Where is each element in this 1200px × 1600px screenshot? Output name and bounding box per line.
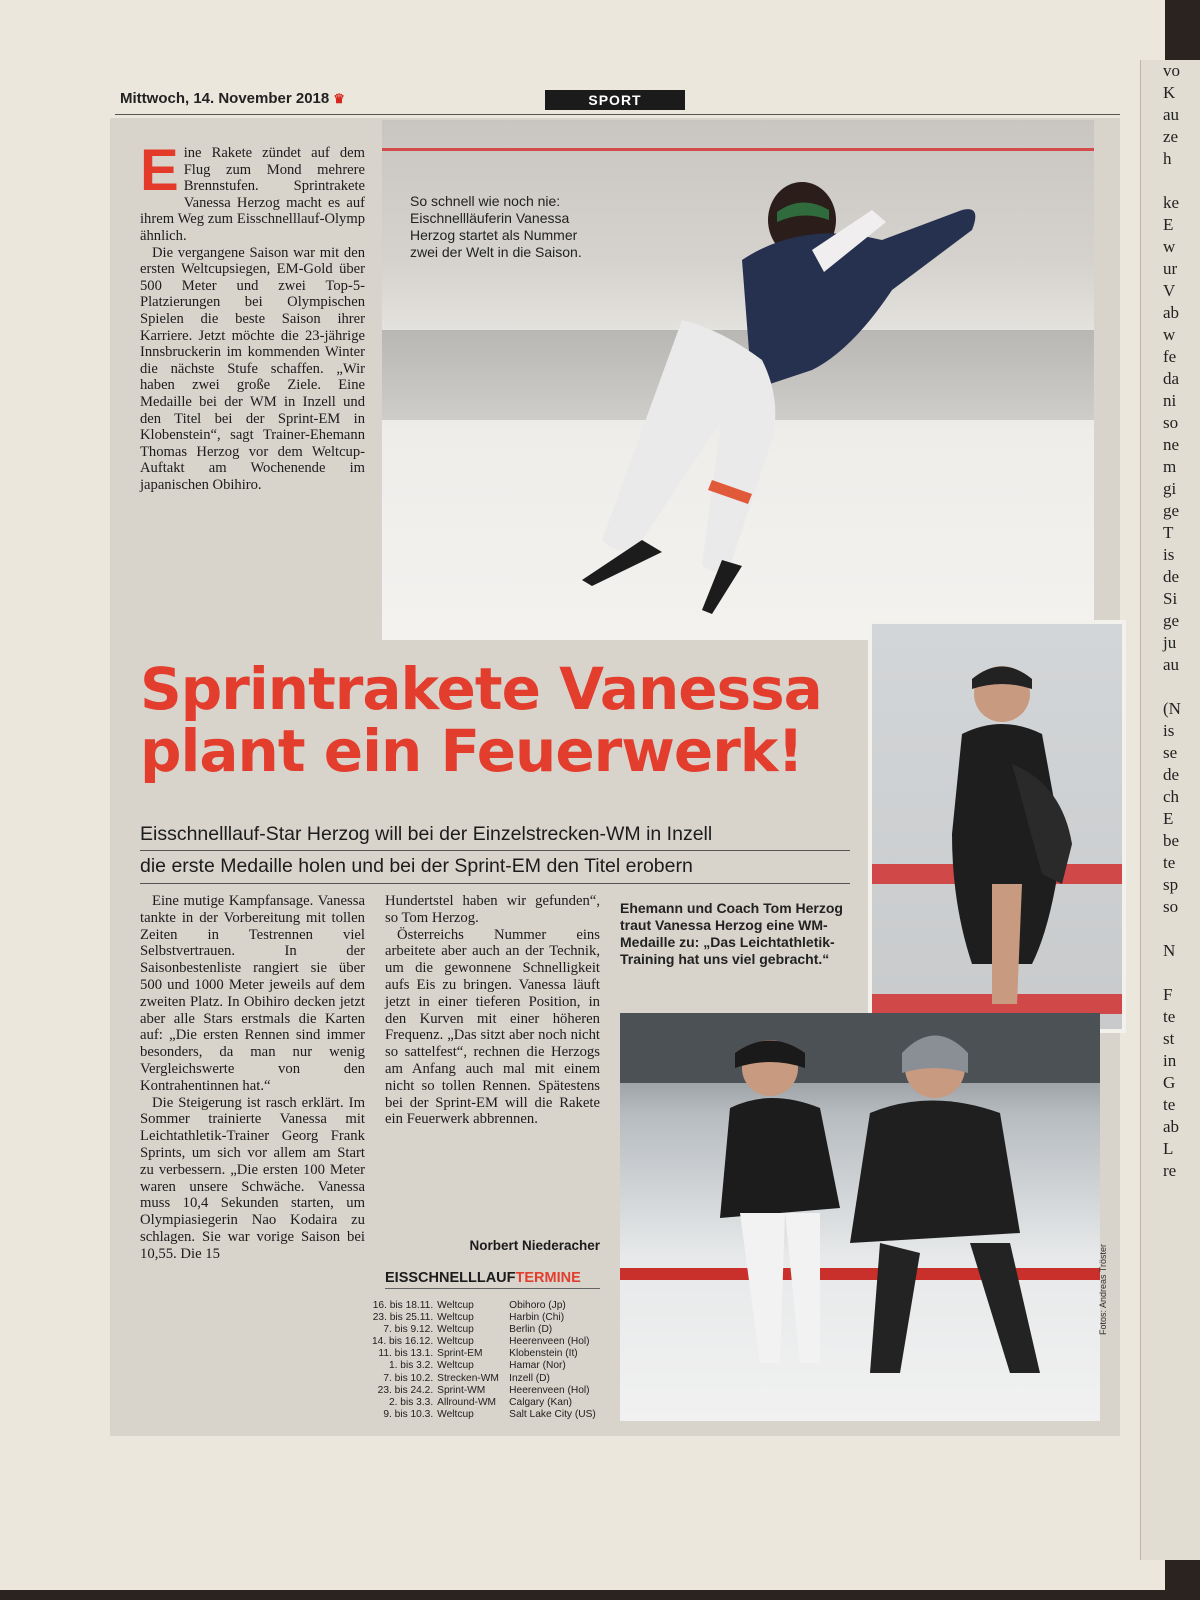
schedule-title-part2: TERMINE [515, 1270, 581, 1286]
date-text: Mittwoch, 14. November 2018 [120, 90, 330, 107]
adjacent-page-fragment: so [1163, 413, 1179, 432]
schedule-date: 11. bis 13.1. [378, 1348, 434, 1360]
schedule-event: Weltcup [437, 1360, 474, 1372]
schedule-event: Strecken-WM [437, 1372, 499, 1384]
schedule-place: Berlin (D) [509, 1324, 553, 1336]
adjacent-page-fragment: Si [1163, 589, 1178, 608]
adjacent-page-fragment: w [1163, 237, 1176, 256]
schedule-event: Allround-WM [437, 1396, 497, 1408]
photo-credit: Fotos: Andreas Tröster [1098, 1243, 1108, 1335]
schedule-date: 16. bis 18.11. [372, 1300, 434, 1311]
body-paragraph: Österreichs Nummer eins arbeitete aber auch an der Technik, um die gewonnene Schnelligkeit aufs Eis zu bringen. Vanessa läuft jetzt in einer tieferen Position, in den Kurven mit einer höheren Frequenz. „Das sitzt aber noch nicht so sattelfest“, rechnen die Herzogs am Anfang auch mal mit einem nicht so tollen Rennen. Spätestens bei der Sprint-EM will die Rakete ein Feuerwerk abbrennen. [385, 926, 600, 1128]
adjacent-page-fragment: ne [1163, 435, 1180, 454]
adjacent-page-fragment: au [1163, 105, 1180, 124]
subheadline-line-2: die erste Medaille holen und bei der Sprint-EM den Titel erobern [140, 855, 850, 884]
headline-line-1: Sprintrakete Vanessa [140, 655, 822, 723]
schedule-row [370, 1385, 602, 1397]
section-label: SPORT [545, 90, 685, 110]
schedule-event: Weltcup [437, 1336, 474, 1348]
adjacent-page-fragment: T [1163, 523, 1174, 542]
intro-paragraph-1 [140, 138, 365, 245]
schedule-date: 14. bis 16.12. [372, 1336, 434, 1348]
intro-text [140, 138, 365, 493]
athlete-and-coach-figure [620, 1013, 1100, 1421]
adjacent-page-fragment: ju [1163, 633, 1177, 652]
adjacent-page-fragment: ke [1163, 193, 1180, 212]
schedule-row [370, 1348, 602, 1360]
schedule-place: Salt Lake City (US) [509, 1408, 596, 1420]
schedule-title [385, 1270, 600, 1289]
adjacent-page-fragment: re [1163, 1161, 1177, 1180]
schedule-row [370, 1360, 602, 1372]
schedule-date: 23. bis 24.2. [377, 1384, 434, 1396]
adjacent-page-fragment: F [1163, 985, 1173, 1004]
author-byline: Norbert Niederacher [469, 1238, 600, 1253]
adjacent-page-fragment: so [1163, 897, 1179, 916]
adjacent-page-fragment: fe [1163, 347, 1177, 366]
adjacent-page-fragment: K [1163, 83, 1176, 102]
adjacent-page-fragment: E [1163, 809, 1174, 828]
adjacent-page-fragment: m [1163, 457, 1177, 476]
skating-photo-caption: So schnell wie noch nie: Eischnellläuferin Vanessa Herzog startet als Nummer zwei der Welt in die Saison. [410, 193, 582, 260]
adjacent-page-fragment: be [1163, 831, 1180, 850]
schedule-event: Weltcup [437, 1300, 474, 1311]
schedule-title-part1: EISSCHNELLLAUF [385, 1270, 516, 1286]
training-photo [868, 620, 1126, 1033]
adjacent-page-fragment: w [1163, 325, 1176, 344]
schedule-row [370, 1300, 602, 1312]
adjacent-page-edge [1140, 60, 1200, 1560]
schedule-row [370, 1324, 602, 1336]
schedule-place: Harbin (Chi) [509, 1312, 565, 1324]
schedule-date: 23. bis 25.11. [372, 1312, 434, 1324]
adjacent-page-fragment: au [1163, 655, 1180, 674]
schedule-event: Weltcup [437, 1324, 474, 1336]
headline [140, 655, 860, 785]
body-paragraph: Hundertstel haben wir gefunden“, so Tom Herzog. [385, 893, 600, 926]
adjacent-page-fragment: st [1163, 1029, 1175, 1048]
body-column-2 [385, 893, 600, 1128]
adjacent-page-fragment: de [1163, 567, 1180, 586]
athlete-training-figure [872, 624, 1122, 1029]
bench-photo [620, 1013, 1100, 1421]
adjacent-page-fragment: ze [1163, 127, 1179, 146]
schedule-place: Obihoro (Jp) [509, 1300, 566, 1311]
adjacent-page-fragment: ch [1163, 787, 1180, 806]
adjacent-page-fragment: ab [1163, 1117, 1180, 1136]
adjacent-page-fragment: da [1163, 369, 1180, 388]
schedule-event: Weltcup [437, 1312, 474, 1324]
schedule-date: 1. bis 3.2. [388, 1360, 434, 1372]
adjacent-page-fragment: L [1163, 1139, 1174, 1158]
adjacent-page-fragment: G [1163, 1073, 1176, 1092]
schedule-row [370, 1336, 602, 1348]
adjacent-page-fragment: gi [1163, 479, 1177, 498]
schedule-row [370, 1409, 602, 1421]
adjacent-page-fragment: (N [1163, 699, 1181, 718]
header-rule [115, 114, 1120, 115]
schedule-date: 2. bis 3.3. [388, 1396, 434, 1408]
adjacent-page-fragment: ur [1163, 259, 1178, 278]
adjacent-page-fragment: te [1163, 1095, 1176, 1114]
adjacent-page-fragment [1163, 676, 1200, 698]
intro-paragraph-2: Die vergangene Saison war mit den ersten Weltcupsiegen, EM-Gold über 500 Meter und zwei Top-5-Platzierungen bei Olympischen Spielen die beste Saison ihrer Karriere. Jetzt möchte die 23-jährige Innsbruckerin im kommenden Winter die nächste Stufe schaffen. „Wir haben zwei große Ziele. Eine Medaille bei der WM in Inzell und den Titel bei der Sprint-EM in Klobenstein“, sagt Trainer-Ehemann Thomas Herzog vor dem Weltcup-Auftakt am Wochenende im japanischen Obihiro. [140, 244, 365, 493]
schedule-date: 7. bis 9.12. [383, 1324, 434, 1336]
crown-icon: ♛ [333, 91, 345, 106]
adjacent-page-fragment: te [1163, 1007, 1176, 1026]
schedule-table [370, 1300, 602, 1421]
adjacent-page-fragment [1163, 962, 1200, 984]
body-paragraph: Die Steigerung ist rasch erklärt. Im Sommer trainierte Vanessa mit Leichtathletik-Trainer Georg Frank Sprints, um sich vor allem am Start zu verbessern. „Die ersten 100 Meter waren unsere Schwäche. Vanessa muss 10,4 Sekunden starten, um Olympiasiegerin Nao Kodaira zu schlagen. Sie war vorige Saison bei 10,55. Die 15 [140, 1094, 365, 1262]
adjacent-page-fragment: in [1163, 1051, 1177, 1070]
adjacent-page-fragment: vo [1163, 61, 1180, 80]
adjacent-page-fragment: ab [1163, 303, 1180, 322]
intro-paragraph-1-text: ine Rakete zündet auf dem Flug zum Mond mehrere Brennstufen. Sprintrakete Vanessa Herzog macht es auf ihrem Weg zum Eisschnelllauf-Olymp ähnlich. [140, 145, 365, 244]
schedule-place: Heerenveen (Hol) [509, 1384, 590, 1396]
body-column-1 [140, 893, 365, 1263]
adjacent-page-fragment: ge [1163, 501, 1180, 520]
adjacent-page-fragment: de [1163, 765, 1180, 784]
adjacent-page-fragment: is [1163, 545, 1175, 564]
headline-line-2: plant ein Feuerwerk! [140, 717, 803, 785]
adjacent-page-fragment: se [1163, 743, 1178, 762]
schedule-place: Calgary (Kan) [509, 1396, 573, 1408]
adjacent-page-fragment: is [1163, 721, 1175, 740]
adjacent-page-fragment: V [1163, 281, 1176, 300]
schedule-row [370, 1373, 602, 1385]
issue-date [120, 90, 345, 107]
drop-cap: E [140, 138, 179, 203]
adjacent-page-fragment: sp [1163, 875, 1179, 894]
body-paragraph: Eine mutige Kampfansage. Vanessa tankte in der Vorbereitung mit tollen Zeiten in Testrennen viel Selbstvertrauen. In der Saisonbestenliste rangiert sie über 500 und 1000 Meter jeweils auf dem zweiten Platz. In Obihiro decken jetzt aber alle Stars erstmals die Karten auf: „Die ersten Rennen sind immer besonders, da man nur wenig Vergleichswerte von den Kontrahentinnen hat.“ [140, 893, 365, 1094]
adjacent-page-fragment: te [1163, 853, 1176, 872]
adjacent-page-fragment [1163, 170, 1200, 192]
schedule-place: Klobenstein (It) [509, 1348, 578, 1360]
adjacent-page-fragment: ni [1163, 391, 1177, 410]
coach-photo-caption: Ehemann und Coach Tom Herzog traut Vanessa Herzog eine WM-Medaille zu: „Das Leichtathletik-Training hat uns viel gebracht.“ [620, 900, 843, 967]
schedule-event: Sprint-EM [437, 1348, 483, 1360]
schedule-place: Heerenveen (Hol) [509, 1336, 590, 1348]
adjacent-page-fragment: ge [1163, 611, 1180, 630]
schedule-row [370, 1397, 602, 1409]
schedule-place: Hamar (Nor) [509, 1360, 566, 1372]
schedule-event: Weltcup [437, 1408, 474, 1420]
schedule-date: 7. bis 10.2. [383, 1372, 434, 1384]
schedule-row [370, 1312, 602, 1324]
schedule-event: Sprint-WM [437, 1384, 486, 1396]
schedule-place: Inzell (D) [509, 1372, 550, 1384]
adjacent-page-fragment [1163, 918, 1200, 940]
adjacent-page-fragment: E [1163, 215, 1174, 234]
adjacent-page-fragment: N [1163, 941, 1176, 960]
subheadline-line-1: Eisschnelllauf-Star Herzog will bei der Einzelstrecken-WM in Inzell [140, 823, 850, 851]
adjacent-page-fragment: h [1163, 149, 1172, 168]
schedule-date: 9. bis 10.3. [383, 1408, 434, 1420]
